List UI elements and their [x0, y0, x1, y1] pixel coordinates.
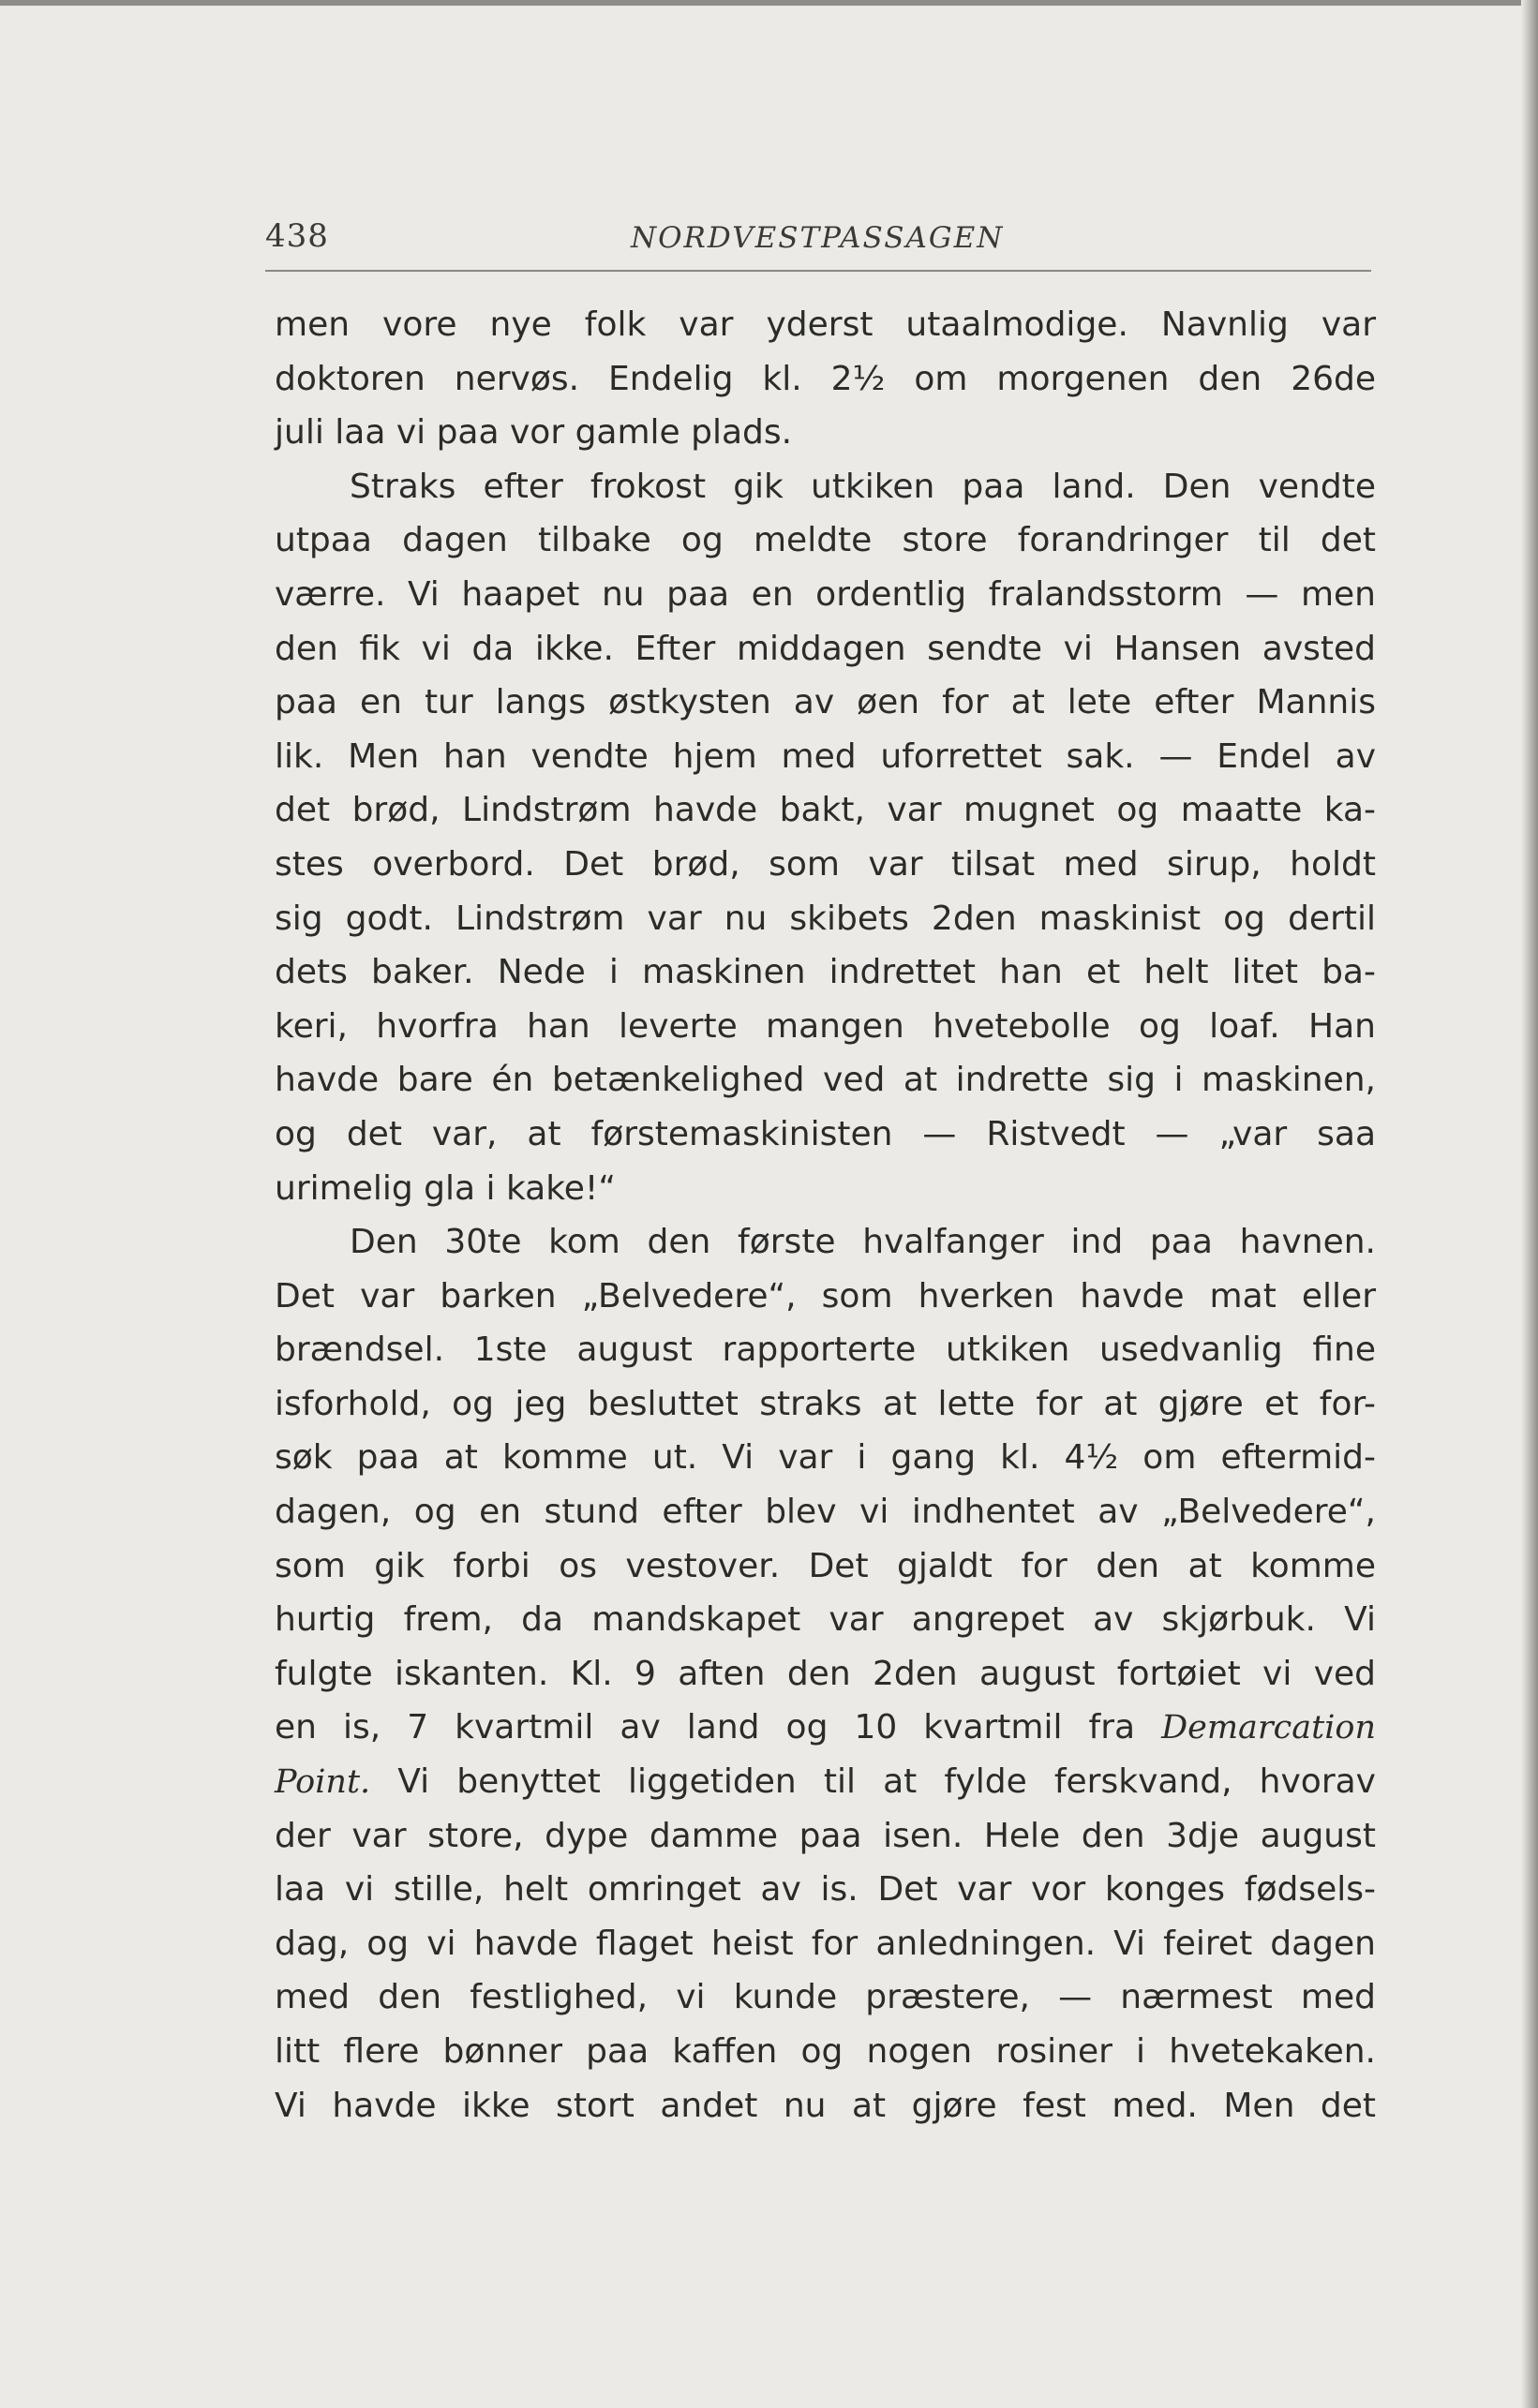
text-line: doktoren nervøs. Endelig kl. 2½ om morgenen den 26de	[275, 359, 1376, 398]
text-line: Den 30te kom den første hvalfanger ind paa havnen.	[350, 1223, 1376, 1262]
text-line: som gik forbi os vestover. Det gjaldt for den at komme	[275, 1546, 1376, 1585]
place-name: Point.	[275, 1763, 371, 1802]
text-line	[275, 1755, 1376, 1809]
text-line	[275, 1701, 1376, 1755]
text-line: men vore nye folk var yderst utaalmodige. Navnlig var	[275, 305, 1376, 344]
text-line-part: en is, 7 kvartmil av land og 10 kvartmil fra	[275, 1708, 1136, 1747]
text-line: og det var, at førstemaskinisten — Ristvedt — „var saa	[275, 1114, 1376, 1153]
text-line: urimelig gla i kake!“	[275, 1168, 617, 1208]
text-line: litt flere bønner paa kaffen og nogen rosiner i hvetekaken.	[275, 2032, 1376, 2071]
running-title: NORDVESTPASSAGEN	[631, 221, 1005, 255]
text-line: laa vi stille, helt omringet av is. Det var vor konges fødsels-	[275, 1870, 1376, 1910]
text-line-part: Vi benyttet liggetiden til at fylde ferskvand, hvorav	[397, 1762, 1376, 1802]
page-header	[265, 217, 1371, 270]
text-line: keri, hvorfra han leverte mangen hvetebolle og loaf. Han	[275, 1006, 1376, 1046]
text-line: Vi havde ikke stort andet nu at gjøre fest med. Men det	[275, 2086, 1376, 2125]
text-line: med den festlighed, vi kunde præstere, — nærmest med	[275, 1978, 1376, 2017]
page-number: 438	[265, 217, 329, 255]
text-line: hurtig frem, da mandskapet var angrepet av skjørbuk. Vi	[275, 1600, 1376, 1640]
text-line: dagen, og en stund efter blev vi indhentet av „Belvedere“,	[275, 1493, 1376, 1532]
text-line: der var store, dype damme paa isen. Hele den 3dje august	[275, 1816, 1376, 1855]
text-line: det brød, Lindstrøm havde bakt, var mugnet og maatte ka-	[275, 791, 1376, 830]
text-line: juli laa vi paa vor gamle plads.	[275, 413, 793, 453]
text-line: Det var barken „Belvedere“, som hverken havde mat eller	[275, 1276, 1376, 1315]
text-line: sig godt. Lindstrøm var nu skibets 2den maskinist og dertil	[275, 899, 1376, 938]
text-line: Straks efter frokost gik utkiken paa land. Den vendte	[350, 467, 1376, 506]
text-line: den fik vi da ikke. Efter middagen sendte vi Hansen avsted	[275, 629, 1376, 668]
body-text	[275, 298, 1376, 2133]
text-line: utpaa dagen tilbake og meldte store forandringer til det	[275, 521, 1376, 560]
text-line: brændsel. 1ste august rapporterte utkiken usedvanlig fine	[275, 1330, 1376, 1370]
text-line: stes overbord. Det brød, som var tilsat med sirup, holdt	[275, 844, 1376, 884]
text-line: paa en tur langs østkysten av øen for at lete efter Mannis	[275, 683, 1376, 722]
text-line: værre. Vi haapet nu paa en ordentlig fralandsstorm — men	[275, 574, 1376, 614]
page-binding-edge	[1521, 0, 1538, 2408]
text-line: fulgte iskanten. Kl. 9 aften den 2den august fortøiet vi ved	[275, 1654, 1376, 1693]
text-line: isforhold, og jeg besluttet straks at lette for at gjøre et for-	[275, 1384, 1376, 1423]
header-rule	[265, 270, 1371, 272]
text-line: lik. Men han vendte hjem med uforrettet sak. — Endel av	[275, 736, 1376, 776]
page-top-edge	[0, 0, 1538, 6]
place-name: Demarcation	[1161, 1709, 1376, 1747]
text-line: havde bare én betænkelighed ved at indrette sig i maskinen,	[275, 1061, 1376, 1100]
text-line: søk paa at komme ut. Vi var i gang kl. 4½ om eftermid-	[275, 1438, 1376, 1478]
text-line: dets baker. Nede i maskinen indrettet han et helt litet ba-	[275, 953, 1376, 992]
text-line: dag, og vi havde flaget heist for anledningen. Vi feiret dagen	[275, 1924, 1376, 1963]
